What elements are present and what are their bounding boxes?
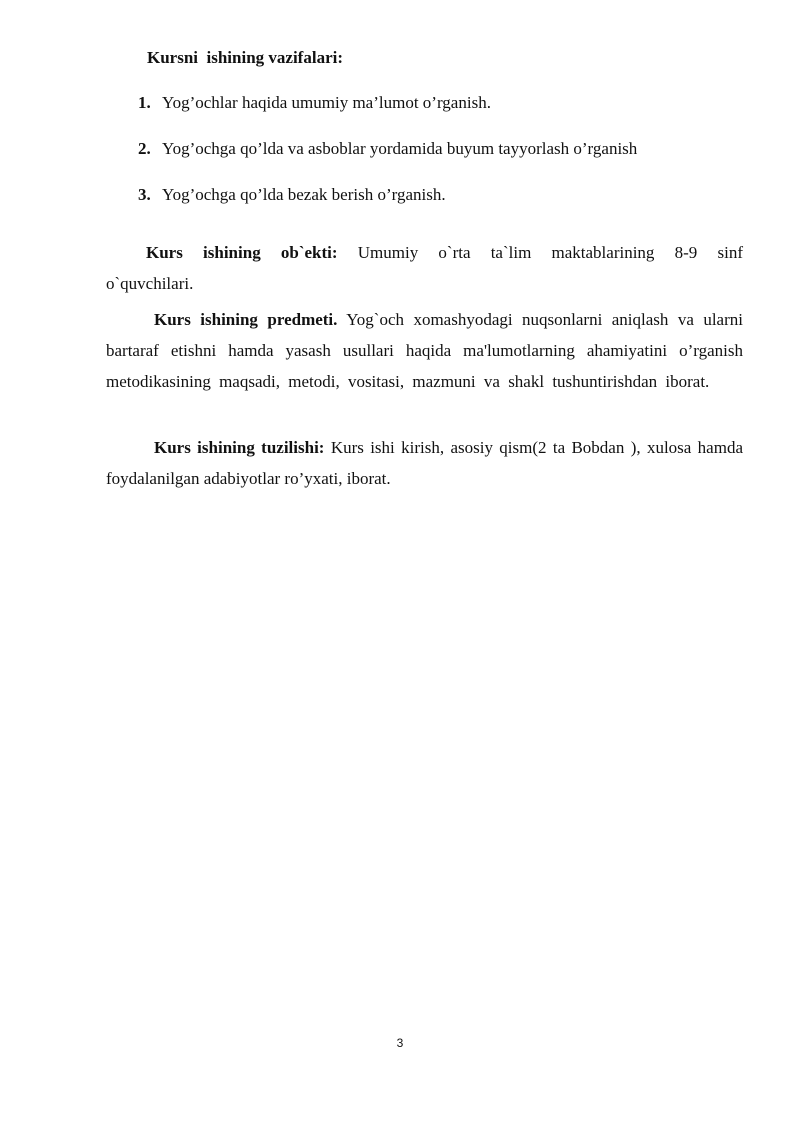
page-number: 3 <box>396 1036 404 1050</box>
list-item-text: Yog’ochga qo’lda va asboblar yordamida buyum tayyorlash o’rganish <box>162 139 638 158</box>
paragraph-text: Umumiy o`rta ta`lim maktablarining 8-9 sinf o`quvchilari. <box>106 243 743 293</box>
paragraph-text: Kurs ishi kirish, asosiy qism(2 ta Bobdan ), xulosa hamda foydalanilgan adabiyotlar ro’yxati, iborat. <box>106 438 743 488</box>
list-item-text: Yog’ochga qo’lda bezak berish o’rganish. <box>162 185 446 204</box>
paragraph-text: Yog`och xomashyodagi nuqsonlarni aniqlash va ularni bartaraf etishni hamda yasash usullari haqida ma'lumotlarning ahamiyatini o’rganish metodikasining maqsadi, metodi, vositasi, mazmuni va shakl tushuntirishdan iborat. <box>106 310 743 391</box>
paragraph-object <box>106 237 743 299</box>
section-heading: Kursni ishining vazifalari: <box>147 48 343 67</box>
task-list <box>138 91 637 229</box>
list-item-number: 2. <box>138 139 151 158</box>
list-item-number: 3. <box>138 185 151 204</box>
paragraph-lead: Kurs ishining ob`ekti: <box>146 243 338 262</box>
list-item-text: Yog’ochlar haqida umumiy ma’lumot o’rganish. <box>162 93 491 112</box>
paragraph-subject <box>106 304 743 397</box>
paragraph-lead: Kurs ishining predmeti. <box>154 310 338 329</box>
paragraph-lead: Kurs ishining tuzilishi: <box>154 438 325 457</box>
list-item <box>138 183 637 229</box>
paragraph-structure <box>106 432 743 494</box>
list-item-number: 1. <box>138 93 151 112</box>
list-item <box>138 137 637 183</box>
list-item <box>138 91 637 137</box>
